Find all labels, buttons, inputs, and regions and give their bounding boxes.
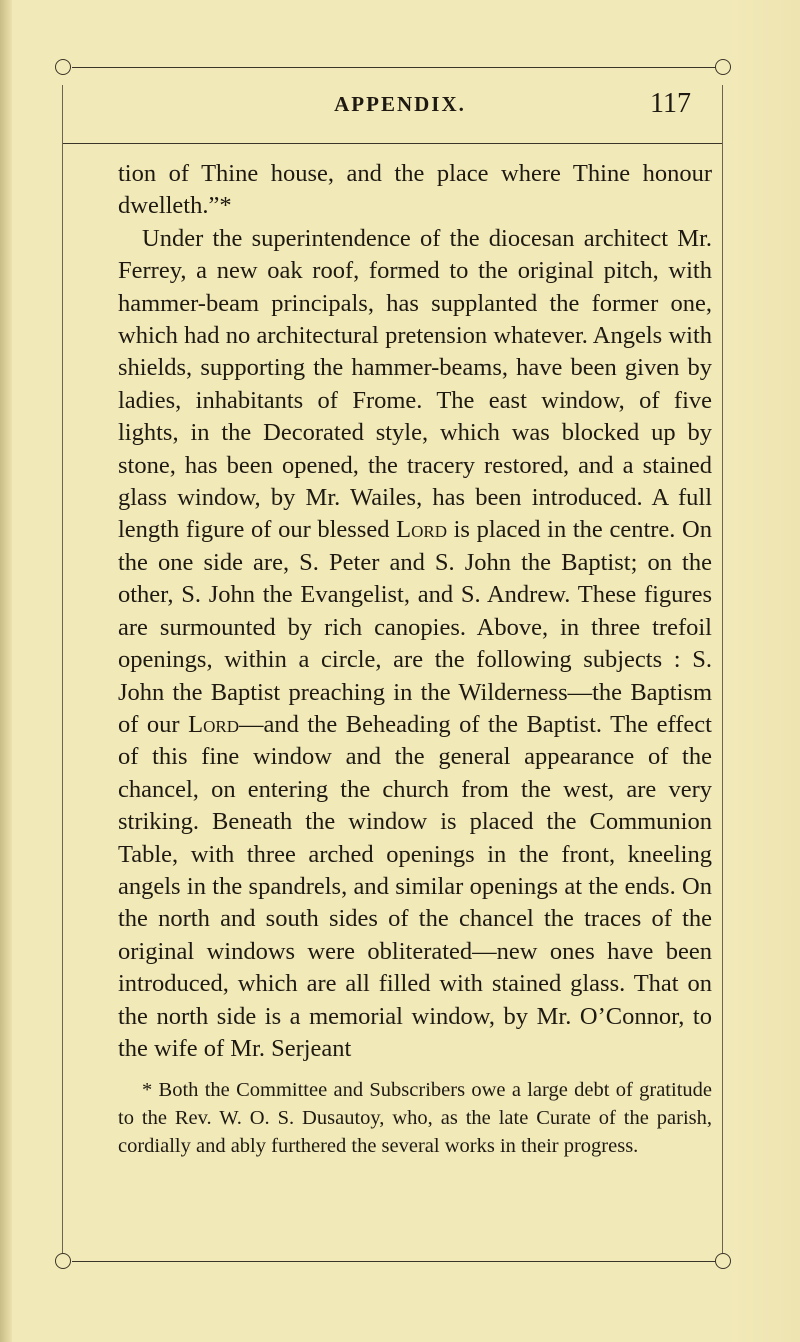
corner-ring-bottom-right	[715, 1253, 731, 1269]
paragraph-2-part-b: is placed in the centre. On the one side are, S. Peter and S. John the Baptist; on the other, S. John the Evangelist, and S. Andrew. These figures are surmounted by rich canopies. Above, in three trefoil openings, within a circle, are the following subjects : S. John the Baptist preaching in the Wilderness—the Baptism of our	[118, 516, 712, 738]
left-frame-rule	[62, 85, 63, 1253]
header-rule	[62, 143, 722, 144]
body-text	[118, 158, 712, 1065]
page-right-margin	[730, 0, 800, 1342]
top-rule	[72, 67, 722, 68]
footnote	[118, 1076, 712, 1160]
small-caps-lord-1: Lord	[396, 516, 447, 544]
paragraph-2	[118, 223, 712, 1066]
corner-ring-bottom-left	[55, 1253, 71, 1269]
corner-ring-top-left	[55, 59, 71, 75]
corner-ring-top-right	[715, 59, 731, 75]
footnote-text: * Both the Committee and Subscribers owe a large debt of gratitude to the Rev. W. O. S. Dusautoy, who, as the late Curate of the parish, cordially and ably furthered the several works in their progress.	[118, 1079, 712, 1157]
paragraph-2-part-c: —and the Beheading of the Baptist. The effect of this fine window and the general appearance of the chancel, on entering the church from the west, are very striking. Beneath the window is placed the Communion Table, with three arched openings in the front, kneeling angels in the spandrels, and similar openings at the ends. On the north and south sides of the chancel the traces of the original windows were obliterated—new ones have been introduced, which are all filled with stained glass. That on the north side is a memorial window, by Mr. O’Connor, to the wife of Mr. Serjeant	[118, 710, 712, 1062]
small-caps-lord-2: Lord	[188, 710, 239, 738]
running-header: APPENDIX.	[334, 92, 466, 116]
right-frame-rule	[722, 85, 723, 1253]
paragraph-1: tion of Thine house, and the place where Thine honour dwelleth.”*	[118, 160, 712, 220]
page-number: 117	[650, 88, 691, 119]
paragraph-2-part-a: Under the superintendence of the diocesan architect Mr. Ferrey, a new oak roof, formed to the original pitch, with hammer-beam principals, has supplanted the former one, which had no architectural pretension whatever. Angels with shields, supporting the hammer-beams, have been given by ladies, inhabitants of Frome. The east window, of five lights, in the Decorated style, which was blocked up by stone, has been opened, the tracery restored, and a stained glass window, by Mr. Wailes, has been introduced. A full length figure of our blessed	[118, 224, 712, 544]
page-binding-shadow	[0, 0, 12, 1342]
bottom-rule	[72, 1261, 722, 1262]
